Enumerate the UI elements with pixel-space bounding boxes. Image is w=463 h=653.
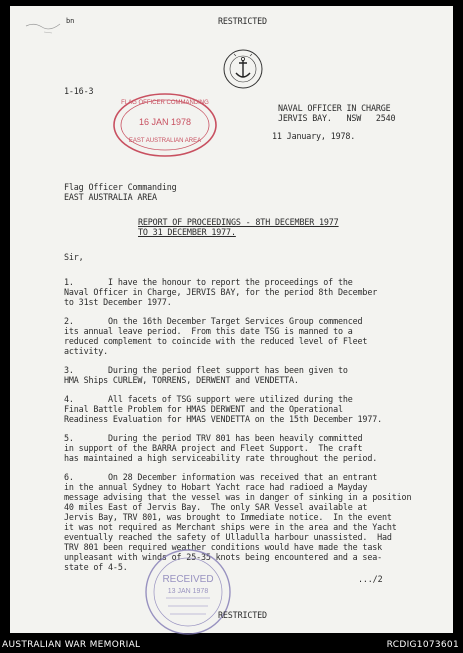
paragraph-6-line: TRV 801 been required weather conditions would have made the task bbox=[64, 542, 382, 552]
paragraph-1-line: 1. I have the honour to report the proceedings of the bbox=[64, 277, 353, 287]
paragraph-2-line: 2. On the 16th December Target Services Group commenced bbox=[64, 316, 363, 326]
document-page bbox=[10, 6, 453, 633]
footer-archive-name: AUSTRALIAN WAR MEMORIAL bbox=[2, 640, 141, 650]
pencil-scribble-icon bbox=[24, 18, 64, 38]
archive-footer bbox=[0, 635, 463, 653]
paragraph-6-line: it was not required as Merchant ships were in the area and the Yacht bbox=[64, 522, 397, 532]
paragraph-6-line: message advising that the vessel was in danger of sinking in a position bbox=[64, 492, 412, 502]
paragraph-4-line: Readiness Evaluation for HMAS VENDETTA on the 15th December 1977. bbox=[64, 414, 382, 424]
paragraph-1-line: Naval Officer in Charge, JERVIS BAY, for the period 8th December bbox=[64, 287, 378, 297]
stamp-bottom-date: 13 JAN 1978 bbox=[167, 588, 209, 595]
sender-line-2: JERVIS BAY. NSW 2540 bbox=[278, 113, 396, 123]
stamp-fo-line-1: FLAG OFFICER COMMANDING bbox=[121, 100, 209, 106]
continuation-marker: .../2 bbox=[358, 574, 383, 584]
footer-record-id: RCDIG1073601 bbox=[386, 640, 459, 650]
received-stamp-fo bbox=[112, 92, 218, 158]
addressee-line-1: Flag Officer Commanding bbox=[64, 182, 177, 192]
paragraph-6-line: in the annual Sydney to Hobart Yacht race had radioed a Mayday bbox=[64, 482, 368, 492]
stamp-fo-line-2: EAST AUSTRALIAN AREA bbox=[128, 138, 202, 144]
salutation: Sir, bbox=[64, 252, 84, 262]
paragraph-5-line: 5. During the period TRV 801 has been heavily committed bbox=[64, 433, 363, 443]
paragraph-6-line: 40 miles East of Jervis Bay. The only SAR Vessel available at bbox=[64, 502, 368, 512]
paragraph-2-line: its annual leave period. From this date TSG is manned to a bbox=[64, 326, 353, 336]
addressee-line-2: EAST AUSTRALIA AREA bbox=[64, 192, 157, 202]
classification-bottom: RESTRICTED bbox=[218, 610, 267, 620]
corner-mark: bn bbox=[66, 17, 75, 25]
subject-line-1: REPORT OF PROCEEDINGS - 8TH DECEMBER 1977 bbox=[138, 217, 339, 227]
received-stamp-bottom bbox=[138, 546, 238, 636]
classification-top: RESTRICTED bbox=[218, 16, 267, 26]
paragraph-6-line: 6. On 28 December information was received that an entrant bbox=[64, 472, 378, 482]
paragraph-1-line: to 31st December 1977. bbox=[64, 297, 172, 307]
sender-line-1: NAVAL OFFICER IN CHARGE bbox=[278, 103, 391, 113]
stamp-fo-date: 16 JAN 1978 bbox=[138, 117, 192, 127]
stamp-bottom-line-1: RECEIVED bbox=[162, 574, 214, 585]
paragraph-5-line: has maintained a high serviceability rate throughout the period. bbox=[64, 453, 378, 463]
paragraph-3-line: HMA Ships CURLEW, TORRENS, DERWENT and VENDETTA. bbox=[64, 375, 299, 385]
paragraph-5-line: in support of the BARRA project and Fleet Support. The craft bbox=[64, 443, 363, 453]
paragraph-6-line: state of 4-5. bbox=[64, 562, 128, 572]
paragraph-4-line: Final Battle Problem for HMAS DERWENT and the Operational bbox=[64, 404, 343, 414]
paragraph-2-line: reduced complement to coincide with the reduced level of Fleet bbox=[64, 336, 368, 346]
paragraph-6-line: Jervis Bay, TRV 801, was brought to Immediate notice. In the event bbox=[64, 512, 392, 522]
navy-crest-icon bbox=[222, 48, 264, 90]
paragraph-6-line: unpleasant with winds of 25-35 knots being encountered and a sea- bbox=[64, 552, 382, 562]
paragraph-2-line: activity. bbox=[64, 346, 109, 356]
subject-line-2: TO 31 DECEMBER 1977. bbox=[138, 227, 236, 237]
letter-date: 11 January, 1978. bbox=[272, 131, 356, 141]
paragraph-3-line: 3. During the period fleet support has been given to bbox=[64, 365, 348, 375]
file-reference: 1-16-3 bbox=[64, 86, 94, 96]
paragraph-6-line: eventually reached the safety of Ulladulla harbour unassisted. Had bbox=[64, 532, 392, 542]
paragraph-4-line: 4. All facets of TSG support were utilized during the bbox=[64, 394, 353, 404]
